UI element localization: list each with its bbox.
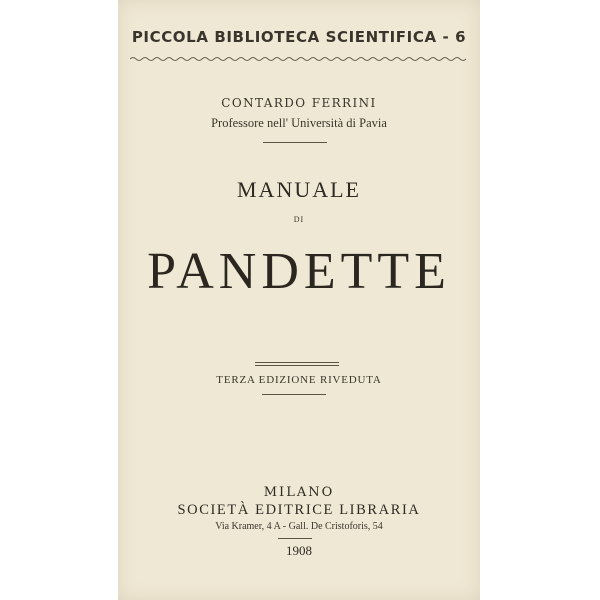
divider-rule — [255, 365, 339, 366]
imprint-address: Via Kramer, 4 A - Gall. De Cristoforis, 54 — [215, 521, 383, 532]
divider-rule — [255, 362, 339, 363]
author-name: CONTARDO FERRINI — [221, 96, 377, 110]
series-heading: PICCOLA BIBLIOTECA SCIENTIFICA - 6 — [131, 28, 467, 46]
wavy-rule-ornament — [130, 55, 468, 63]
edition-note: TERZA EDIZIONE RIVEDUTA — [216, 374, 382, 386]
divider-rule — [263, 142, 327, 143]
author-title: Professore nell' Università di Pavia — [211, 116, 387, 130]
book-title-line1: MANUALE — [237, 177, 361, 202]
imprint-city: MILANO — [263, 485, 335, 500]
book-title-connector: DI — [293, 215, 305, 224]
divider-rule — [278, 538, 312, 539]
imprint-year: 1908 — [286, 543, 312, 558]
imprint-publisher: SOCIETÀ EDITRICE LIBRARIA — [177, 502, 421, 518]
book-title-line2: PANDETTE — [147, 243, 451, 300]
title-page — [118, 0, 480, 600]
divider-rule — [262, 394, 326, 395]
